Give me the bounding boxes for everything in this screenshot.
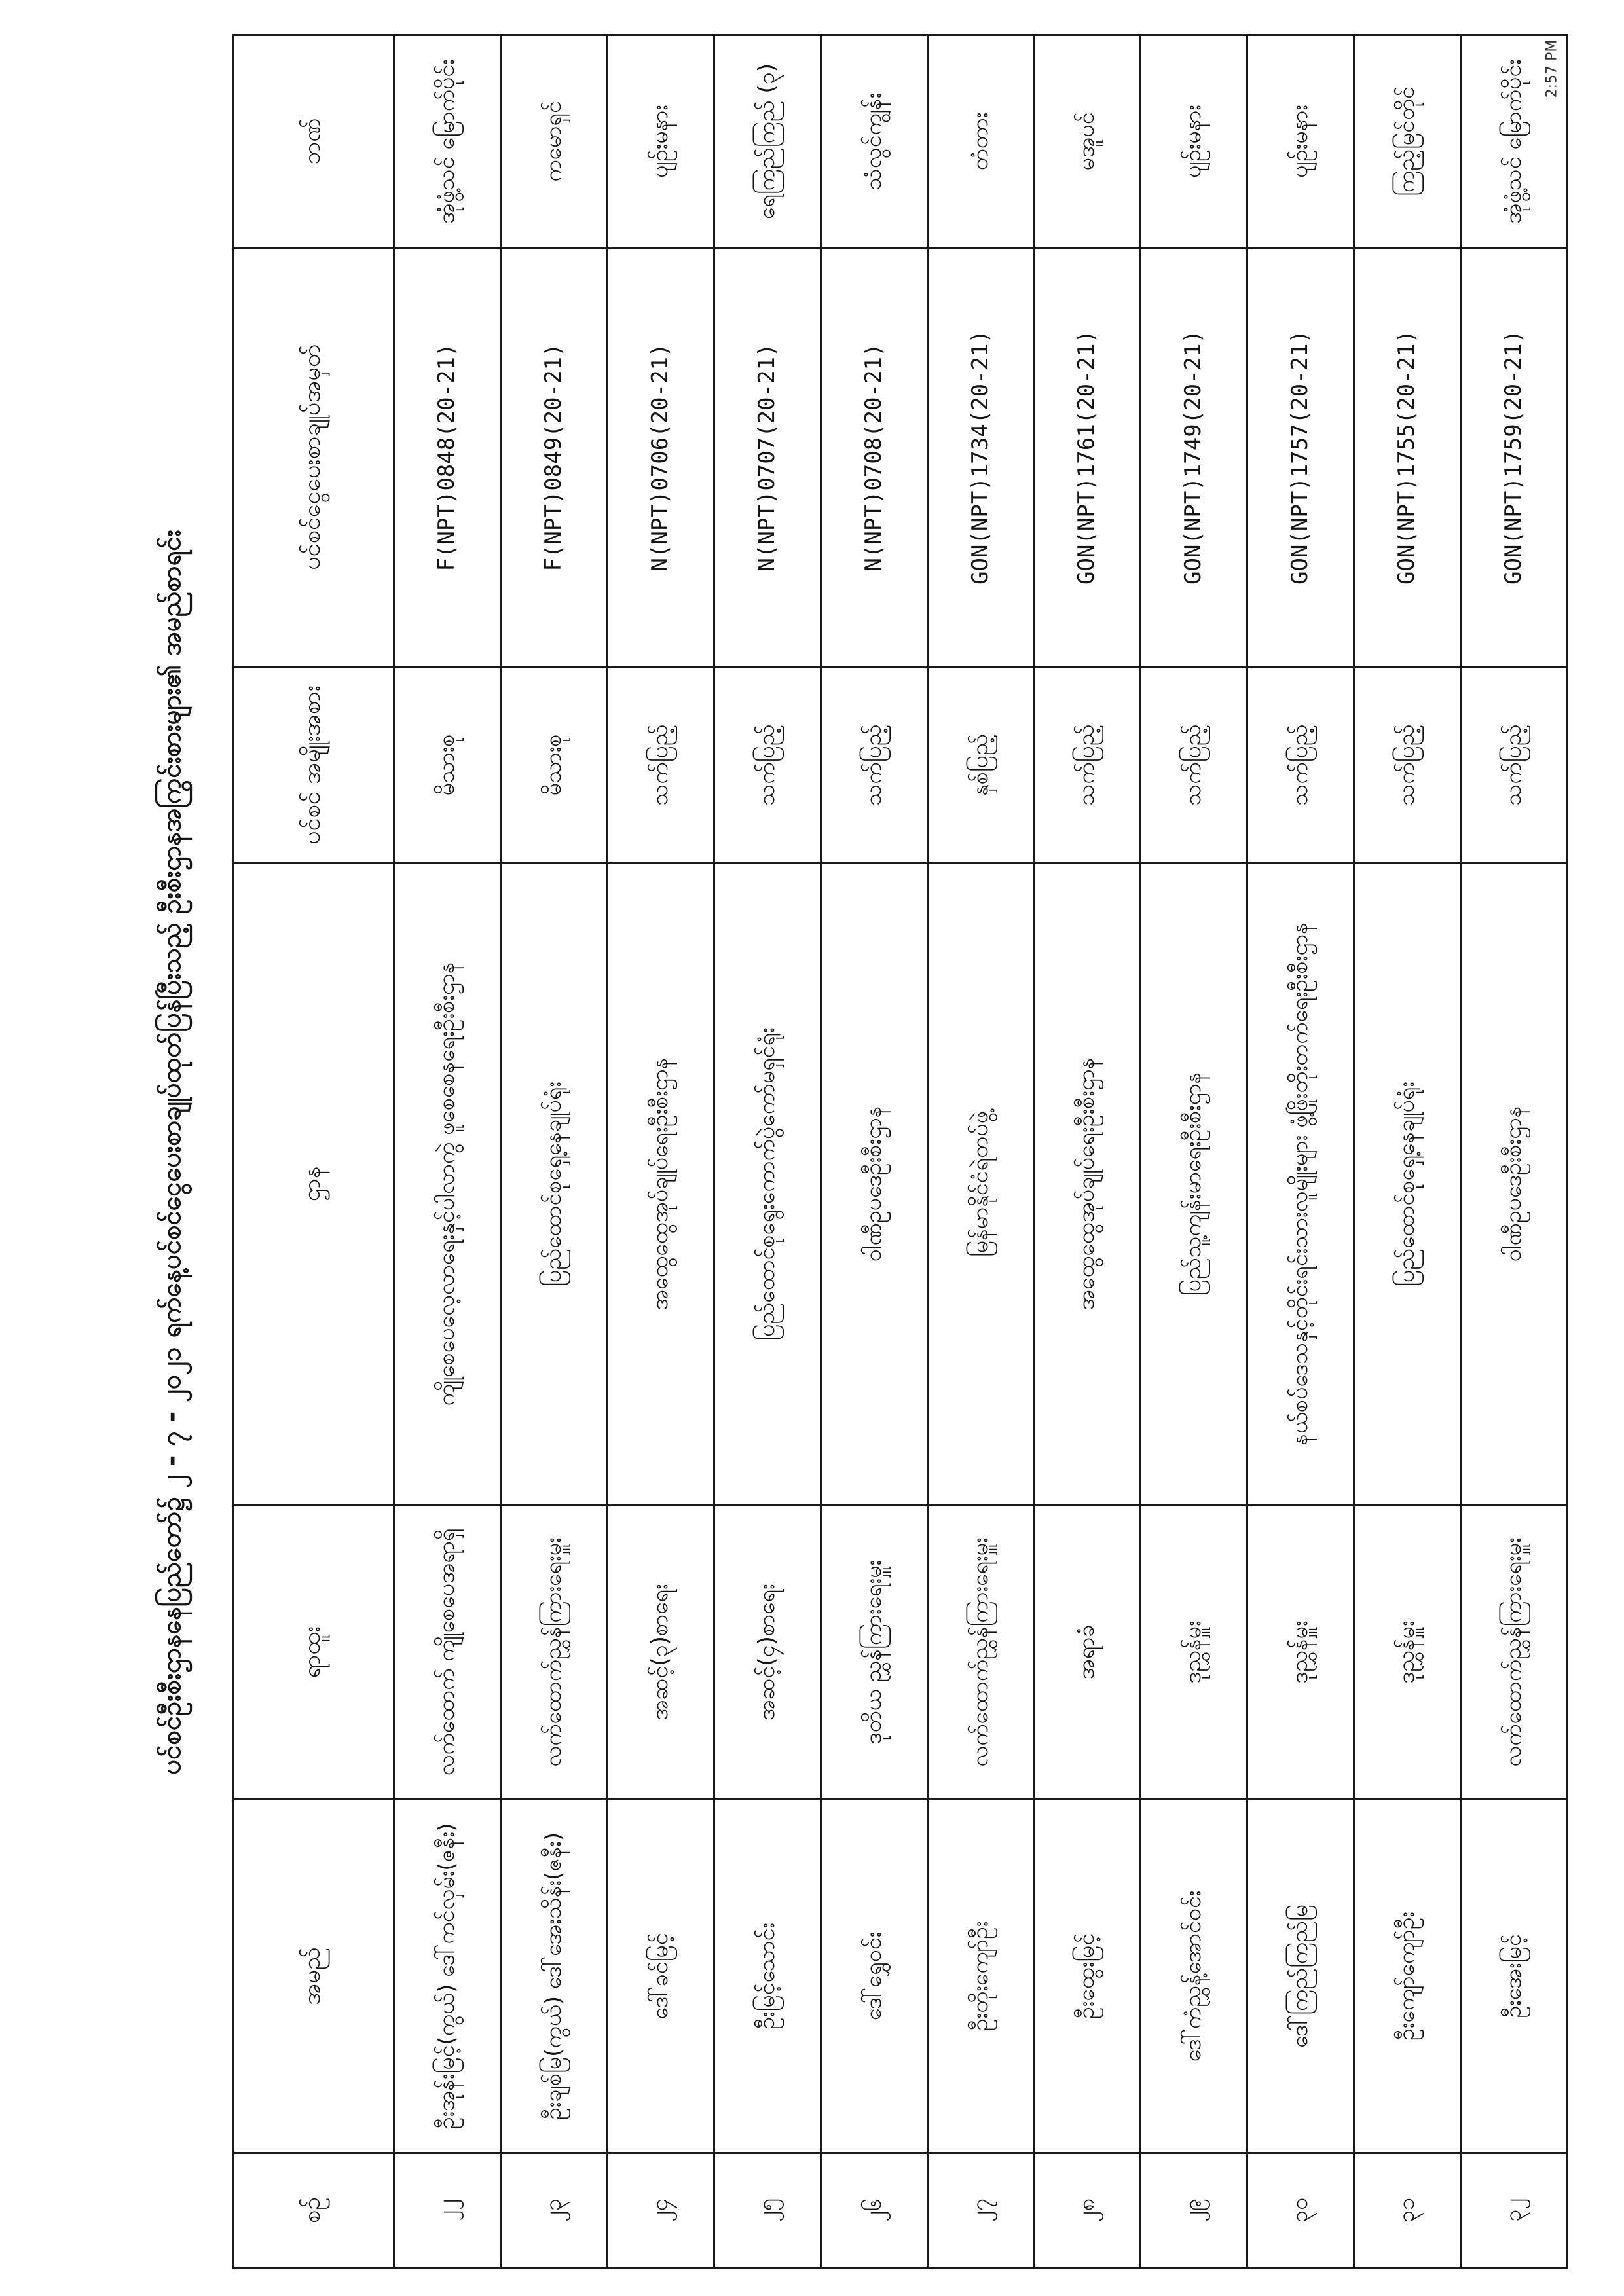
row-no: ၃၁ bbox=[1354, 2153, 1461, 2268]
row-pension-type: သက်ပြည့် bbox=[607, 667, 714, 864]
row-name: ဦးတိုးကျော်ဦး bbox=[927, 1800, 1034, 2153]
row-pension-type: မိသားစု bbox=[500, 667, 607, 864]
row-bank: ပျဉ်းမနား bbox=[607, 35, 714, 248]
row-department: ဝါဏီဥပဒေဦးစီးဌာန bbox=[1461, 864, 1568, 1505]
table-row bbox=[1247, 35, 1354, 2268]
row-pension-type: သက်ပြည့် bbox=[1354, 667, 1461, 864]
row-bank: သံလွင်ကျွန်း bbox=[821, 35, 927, 248]
row-rank: လက်ထောက် ကျိုစေပေအရာရှိ bbox=[394, 1505, 501, 1800]
row-name: ဦးအေးမြင့် bbox=[1461, 1800, 1568, 2153]
row-bank: ကမောရှင် bbox=[500, 35, 607, 248]
row-rank: လက်ထောက်ညွှန်ကြားရေးမှူး bbox=[927, 1505, 1034, 1800]
row-department: ပြည်သူ့ကျန်းမာရေးဦးစီးဌာန bbox=[1141, 864, 1247, 1505]
row-bank: မအူပင် bbox=[1034, 35, 1141, 248]
row-rank: ဒုညွှန်မှူး bbox=[1354, 1505, 1461, 1800]
row-rank: အရာခံ bbox=[1034, 1505, 1141, 1800]
col-header-department: ဌာန bbox=[234, 864, 394, 1505]
table-row bbox=[821, 35, 927, 2268]
row-rank: ဒုညွှန်မှူး bbox=[1247, 1505, 1354, 1800]
table-row bbox=[394, 35, 501, 2268]
row-rank: ဒုတိယ ညွှန်ကြားရေးမှူး bbox=[821, 1505, 927, 1800]
row-rank: အဆင့်(၄)စာရေး bbox=[714, 1505, 821, 1800]
row-rank: အဆင့်(၃)စာရေး bbox=[607, 1505, 714, 1800]
row-voucher-no: GON(NPT)1749(20-21) bbox=[1141, 248, 1247, 667]
row-no: ၂၅ bbox=[714, 2153, 821, 2268]
row-pension-type: သက်ပြည့် bbox=[821, 667, 927, 864]
row-name: ဒေါ်ခင်မြင့် bbox=[607, 1800, 714, 2153]
row-voucher-no: GON(NPT)1757(20-21) bbox=[1247, 248, 1354, 667]
col-header-name: အမည် bbox=[234, 1800, 394, 2153]
row-no: ၃၂ bbox=[1461, 2153, 1568, 2268]
col-header-no: စဉ် bbox=[234, 2153, 394, 2268]
row-bank: အုံဖွံ့သင် မြောက်ပိုင်း bbox=[1461, 35, 1568, 248]
row-rank: လက်ထောက်ညွှန်ကြားရေးမှူး bbox=[500, 1505, 607, 1800]
table-row bbox=[1141, 35, 1247, 2268]
row-voucher-no: F(NPT)0848(20-21) bbox=[394, 248, 501, 667]
row-pension-type: သက်ပြည့် bbox=[1141, 667, 1247, 864]
row-no: ၂၂ bbox=[394, 2153, 501, 2268]
row-no: ၂၄ bbox=[607, 2153, 714, 2268]
header-row bbox=[234, 35, 394, 2268]
row-pension-type: သက်ပြည့် bbox=[1034, 667, 1141, 864]
col-header-rank: ရာထူး bbox=[234, 1505, 394, 1800]
row-department: ပြည်ထောင်စုရှေ့နေချုပ်ရုံး bbox=[1354, 864, 1461, 1505]
row-department: မြန်မာနိုင်ငံရဲတပ်ဖွဲ့ bbox=[927, 864, 1034, 1505]
row-voucher-no: N(NPT)0708(20-21) bbox=[821, 248, 927, 667]
row-department: နယ်စပ်ဒေသနှင့်တိုင်းရင်းသားလူမျိုးများ ဖွံ့ဖြိုးတိုးတက်ရေးဦးစီးဌာန bbox=[1247, 864, 1354, 1505]
row-name: ဦးမြင့်သောင်း bbox=[714, 1800, 821, 2153]
pension-list-sheet bbox=[128, 36, 1568, 2269]
row-rank: လက်ထောက်ညွှန်ကြားရေးမှူး bbox=[1461, 1505, 1568, 1800]
row-bank: တံတား bbox=[927, 35, 1034, 248]
row-voucher-no: GON(NPT)1761(20-21) bbox=[1034, 248, 1141, 667]
col-header-pension-type: ပင်စင် အမျိုးအစား bbox=[234, 667, 394, 864]
row-no: ၂၈ bbox=[1034, 2153, 1141, 2268]
row-voucher-no: GON(NPT)1734(20-21) bbox=[927, 248, 1034, 667]
row-voucher-no: N(NPT)0707(20-21) bbox=[714, 248, 821, 667]
table-row bbox=[500, 35, 607, 2268]
row-name: ဦးချစ်မြ(ကွယ်) ဒေါ်အေးသိန်း(ဇနီး) bbox=[500, 1800, 607, 2153]
table-row bbox=[1461, 35, 1568, 2268]
col-header-bank: ဘဏ် bbox=[234, 35, 394, 248]
row-name: ဦးထွေးမြင့် bbox=[1034, 1800, 1141, 2153]
row-pension-type: မိသားစု bbox=[394, 667, 501, 864]
table-row bbox=[927, 35, 1034, 2268]
row-bank: ကြည့်မြင်တိုင် bbox=[1354, 35, 1461, 248]
table-row bbox=[1354, 35, 1461, 2268]
row-department: ကျိုစေပေလေ့လာရေးနှင့်ပါလာကွဲ ဖူစေစေနရေးဦးစီးဌာန bbox=[394, 864, 501, 1505]
row-voucher-no: GON(NPT)1755(20-21) bbox=[1354, 248, 1461, 667]
row-voucher-no: F(NPT)0849(20-21) bbox=[500, 248, 607, 667]
row-pension-type: နှစ်ပြည့် bbox=[927, 667, 1034, 864]
pensioner-table bbox=[232, 34, 1568, 2269]
row-department: ဝါဏီဥပဒေဦးစီးဌာန bbox=[821, 864, 927, 1505]
row-rank: ဒုညွှန်မှူး bbox=[1141, 1505, 1247, 1800]
row-department: ပြည်ထောင်စုရွေးကောက်ပွဲကော်မရှင်ရုံး bbox=[714, 864, 821, 1505]
row-name: ဦးကျော်ကျော်ဦး bbox=[1354, 1800, 1461, 2153]
table-row bbox=[714, 35, 821, 2268]
row-pension-type: သက်ပြည့် bbox=[714, 667, 821, 864]
row-name: ဦးအုန်းမြင့်(ကွယ်) ဒေါ်ကင်လှမ်း(ဇနီး) bbox=[394, 1800, 501, 2153]
row-name: ဒေါ်ကံညွှန့်အောင်ဝင်း bbox=[1141, 1800, 1247, 2153]
row-bank: ပျဉ်းမနား bbox=[1247, 35, 1354, 248]
row-no: ၃၀ bbox=[1247, 2153, 1354, 2268]
row-department: အထွေထွေအုပ်ချုပ်ရေးဦးစီးဌာန bbox=[1034, 864, 1141, 1505]
document-title: ပင်စင်ဦးစီးဌာနနေပြည်တော်၌ ၂ - ၇ - ၂၀၂၁ ရက်နေ့ပင်စင်ငွေပေးစာချုပ်ထုတ်ပြန်ပြီးသည့် ဦးစီးဌာနအကြွင်းစားများ၏ အမည်စာရင်း bbox=[156, 530, 187, 1775]
row-no: ၂၉ bbox=[1141, 2153, 1247, 2268]
row-voucher-no: N(NPT)0706(20-21) bbox=[607, 248, 714, 667]
table-row bbox=[607, 35, 714, 2268]
table-row bbox=[1034, 35, 1141, 2268]
row-pension-type: သက်ပြည့် bbox=[1247, 667, 1354, 864]
row-bank: အုံဖွံ့သင် မြောက်ပိုင်း bbox=[394, 35, 501, 248]
row-voucher-no: GON(NPT)1759(20-21) bbox=[1461, 248, 1568, 667]
col-header-voucher-no: ပင်စင်ငွေပေးစာချုပ်အမှတ် bbox=[234, 248, 394, 667]
row-department: အထွေထွေအုပ်ချုပ်ရေးဦးစီးဌာန bbox=[607, 864, 714, 1505]
row-bank: ပျဉ်းမနား bbox=[1141, 35, 1247, 248]
timestamp-text: 2:57 PM bbox=[1543, 39, 1560, 98]
row-department: ပြည်ထောင်စုရှေ့နေချုပ်ရုံး bbox=[500, 864, 607, 1505]
row-no: ၂၆ bbox=[821, 2153, 927, 2268]
row-bank: ရေကြည်ကြည် (၃) bbox=[714, 35, 821, 248]
row-name: ဒေါ်ရွှေဝင်း bbox=[821, 1800, 927, 2153]
row-no: ၂၃ bbox=[500, 2153, 607, 2268]
row-pension-type: သက်ပြည့် bbox=[1461, 667, 1568, 864]
row-no: ၂၇ bbox=[927, 2153, 1034, 2268]
row-name: ဒေါ်ကြည်ကြည်မြ bbox=[1247, 1800, 1354, 2153]
